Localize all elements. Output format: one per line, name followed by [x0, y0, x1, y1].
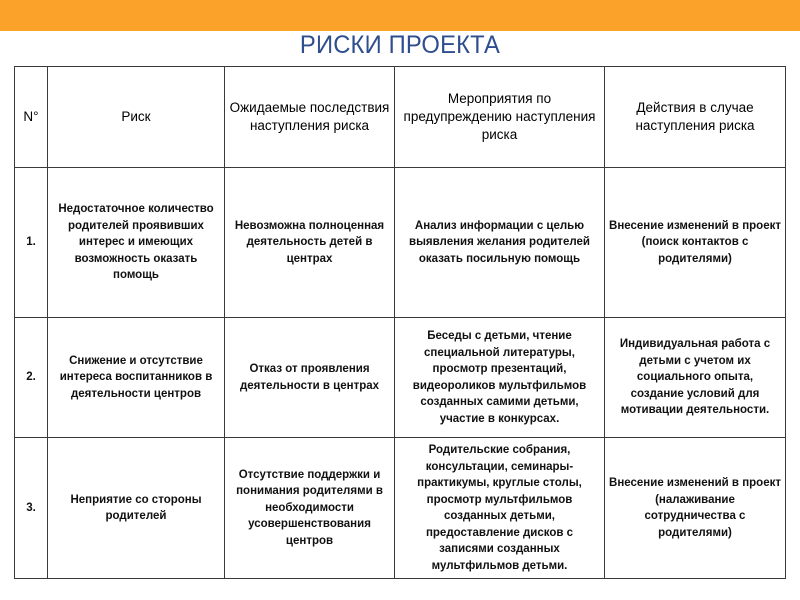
- risk-cell: Неприятие со стороны родителей: [48, 438, 225, 579]
- prevention-cell: Родительские собрания, консультации, семинары-практикумы, круглые столы, просмотр мультфильмов созданных детьми, предоставление дисков с записями созданных мультфильмов детьми.: [395, 438, 605, 579]
- header-number: N°: [15, 67, 48, 168]
- risk-table: [14, 66, 786, 579]
- table-row: [15, 318, 786, 438]
- consequences-cell: Отказ от проявления деятельности в центрах: [225, 318, 395, 438]
- top-accent-band: [0, 0, 800, 31]
- row-number: 1.: [15, 168, 48, 318]
- actions-cell: Индивидуальная работа с детьми с учетом их социального опыта, создание условий для мотивации деятельности.: [605, 318, 786, 438]
- actions-cell: Внесение изменений в проект (поиск контактов с родителями): [605, 168, 786, 318]
- table-row: [15, 438, 786, 579]
- table-header-row: [15, 67, 786, 168]
- table-row: [15, 168, 786, 318]
- prevention-cell: Анализ информации с целью выявления желания родителей оказать посильную помощь: [395, 168, 605, 318]
- header-actions: Действия в случае наступления риска: [605, 67, 786, 168]
- consequences-cell: Невозможна полноценная деятельность детей в центрах: [225, 168, 395, 318]
- consequences-cell: Отсутствие поддержки и понимания родителями в необходимости усовершенствования центров: [225, 438, 395, 579]
- row-number: 2.: [15, 318, 48, 438]
- header-prevention: Мероприятия по предупреждению наступления риска: [395, 67, 605, 168]
- row-number: 3.: [15, 438, 48, 579]
- header-risk: Риск: [48, 67, 225, 168]
- risk-cell: Недостаточное количество родителей проявивших интерес и имеющих возможность оказать помощь: [48, 168, 225, 318]
- actions-cell: Внесение изменений в проект (налаживание сотрудничества с родителями): [605, 438, 786, 579]
- prevention-cell: Беседы с детьми, чтение специальной литературы, просмотр презентаций, видеороликов мультфильмов созданных самими детьми, участие в конкурсах.: [395, 318, 605, 438]
- risk-cell: Снижение и отсутствие интереса воспитанников в деятельности центров: [48, 318, 225, 438]
- slide-title: РИСКИ ПРОЕКТА: [299, 31, 501, 59]
- header-consequences: Ожидаемые последствия наступления риска: [225, 67, 395, 168]
